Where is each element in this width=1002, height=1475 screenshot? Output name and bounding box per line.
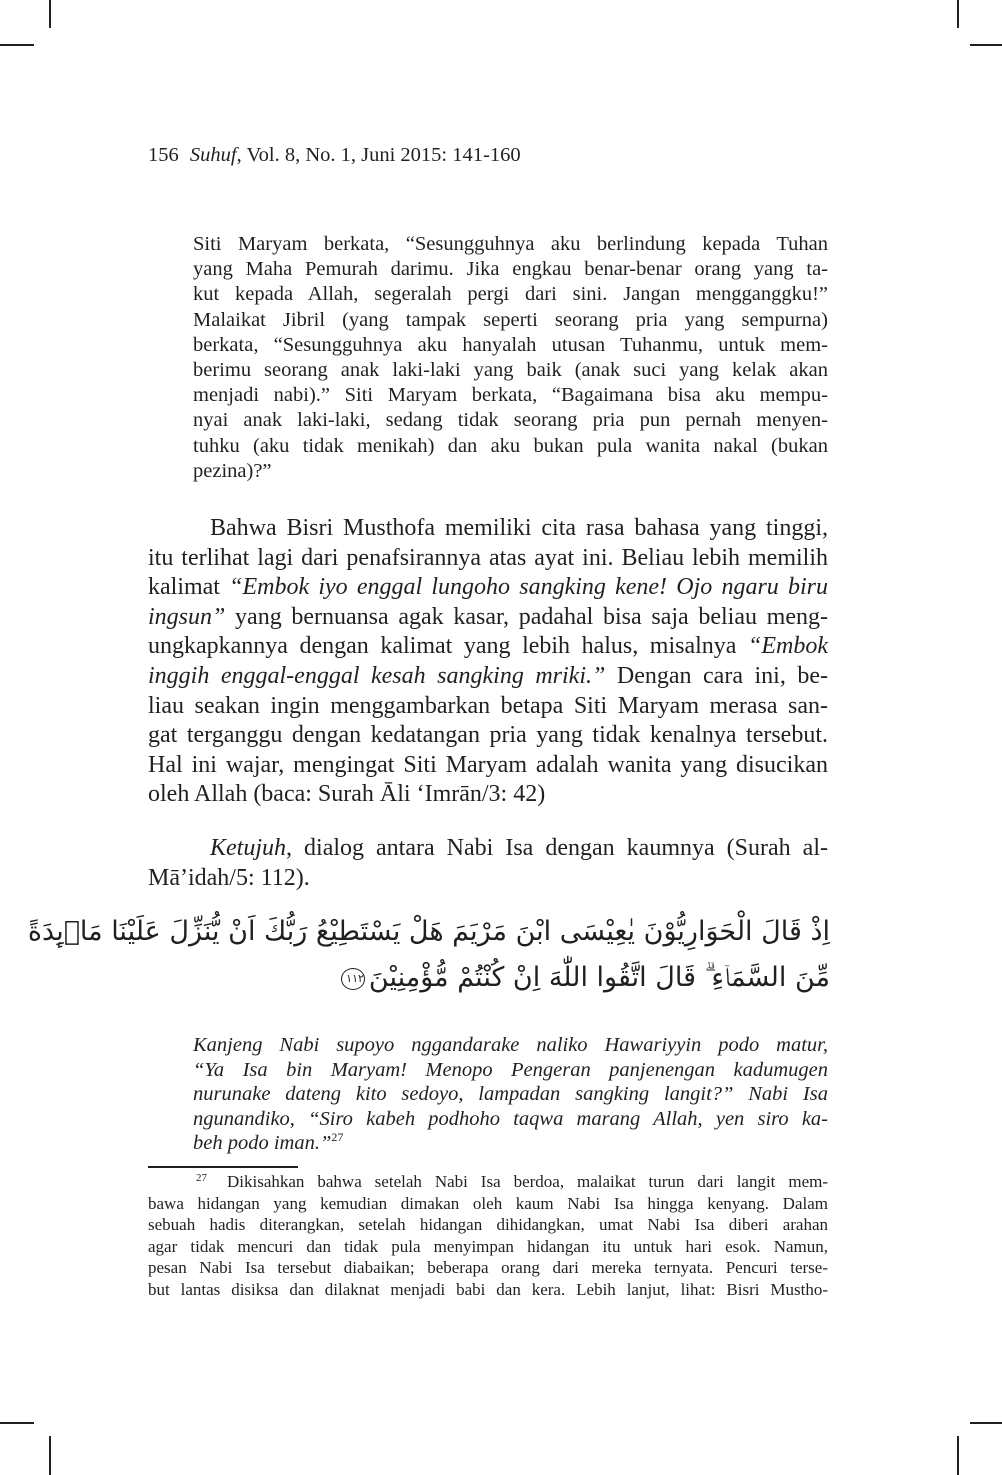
footnote-line: bawa hidangan yang kemudian dimakan oleh kaum Nabi Isa hingga kenyang. Dalam	[148, 1193, 828, 1213]
footnote-line: agar tidak mencuri dan tidak pula menyimpan hidangan itu untuk hari esok. Namun,	[148, 1236, 828, 1256]
para-line	[148, 603, 828, 633]
footnote-line: but lantas disiksa dan dilaknat menjadi babi dan kera. Lebih lanjut, lihat: Bisri Mustho-	[148, 1279, 828, 1299]
footnote-divider	[148, 1166, 298, 1168]
ordinal-term: Ketujuh	[210, 835, 286, 861]
translation-text: beh podo iman.”	[193, 1132, 332, 1155]
journal-citation: , Vol. 8, No. 1, Juni 2015: 141-160	[236, 144, 521, 166]
footnote-text: Dikisahkan bahwa setelah Nabi Isa berdoa, malaikat turun dari langit mem-	[227, 1172, 828, 1191]
crop-mark	[957, 1436, 959, 1475]
crop-mark	[0, 44, 34, 46]
footnote-line	[148, 1171, 828, 1193]
para-line: itu terlihat lagi dari penafsirannya atas ayat ini. Beliau lebih memilih	[148, 544, 828, 571]
arabic-text: مِّنَ السَّمَاۤءِ ۗ قَالَ اتَّقُوا اللّٰهَ اِنْ كُنْتُمْ مُّؤْمِنِيْنَ	[368, 962, 830, 993]
footnote-number: 27	[196, 1172, 207, 1184]
javanese-phrase: “Embok	[748, 633, 828, 660]
javanese-translation	[193, 1033, 828, 1156]
journal-name: Suhuf	[189, 144, 237, 166]
translation-line	[193, 1131, 828, 1156]
quote-line: berimu seorang anak laki-laki yang baik (anak suci yang kelak akan	[193, 358, 828, 381]
footnote-reference[interactable]: 27	[331, 1130, 344, 1145]
para-line	[148, 834, 828, 864]
page-number: 156	[148, 144, 179, 166]
quote-line: pezina)?”	[193, 459, 272, 482]
para-line: oleh Allah (baca: Surah Āli ‘Imrān/3: 42)	[148, 781, 546, 808]
para-line: Mā’idah/5: 112).	[148, 864, 310, 891]
quote-line: tuhku (aku tidak menikah) dan aku bukan pula wanita nakal (bukan	[193, 434, 828, 457]
quote-line: yang Maha Pemurah darimu. Jika engkau benar-benar orang yang ta-	[193, 258, 828, 281]
crop-mark	[970, 44, 1002, 46]
para-line: gat terganggu dengan kedatangan pria yang tidak kenalnya tersebut.	[148, 722, 828, 749]
body-paragraph-2	[148, 834, 828, 893]
footnote-line: sebuah hadis diterangkan, setelah hidangan dihidangkan, umat Nabi Isa diberi arahan	[148, 1215, 828, 1235]
running-header	[148, 141, 521, 169]
footnote	[148, 1171, 828, 1301]
para-text: ungkapkannya dengan kalimat yang lebih halus, misalnya	[148, 633, 748, 660]
arabic-line	[190, 955, 830, 1001]
crop-mark	[49, 0, 51, 28]
javanese-phrase: inggih enggal-enggal kesah sangking mriki.”	[148, 662, 606, 689]
quote-line: Siti Maryam berkata, “Sesungguhnya aku berlindung kepada Tuhan	[193, 233, 828, 255]
para-text: kalimat	[148, 574, 230, 601]
crop-mark	[970, 1422, 1002, 1424]
quote-line: kut kepada Allah, segeralah pergi dari sini. Jangan mengganggku!”	[193, 283, 828, 306]
block-quote	[193, 232, 828, 484]
body-paragraph-1	[148, 514, 828, 810]
para-line	[148, 632, 828, 662]
para-line	[148, 573, 828, 603]
quote-line: berkata, “Sesungguhnya aku hanyalah utusan Tuhanmu, untuk mem-	[193, 333, 828, 356]
para-text: , dialog antara Nabi Isa dengan kaumnya (Surah al-	[286, 835, 828, 861]
quote-line: nyai anak laki-laki, sedang tidak seorang pria pun pernah menyen-	[193, 409, 828, 432]
para-line	[148, 662, 828, 692]
para-line: Hal ini wajar, mengingat Siti Maryam adalah wanita yang disucikan	[148, 751, 828, 778]
para-text: Dengan cara ini, be-	[605, 662, 828, 689]
footnote-line: pesan Nabi Isa tersebut diabaikan; beberapa orang dari mereka ternyata. Pencuri terse-	[148, 1258, 828, 1278]
translation-line: nurunake dateng kito sedoyo, lampadan sangking langit?” Nabi Isa	[193, 1083, 828, 1106]
quran-verse	[27, 909, 830, 1001]
para-text: yang bernuansa agak kasar, padahal bisa saja beliau meng-	[225, 603, 828, 630]
translation-line: Kanjeng Nabi supoyo nggandarake naliko Hawariyyin podo matur,	[193, 1034, 828, 1056]
javanese-phrase: ingsun”	[148, 603, 226, 630]
javanese-phrase: “Embok iyo enggal lungoho sangking kene! Ojo ngaru biru	[229, 574, 828, 601]
arabic-line: اِذْ قَالَ الْحَوَارِيُّوْنَ يٰعِيْسَى ابْنَ مَرْيَمَ هَلْ يَسْتَطِيْعُ رَبُّكَ اَنْ يُّنَزِّلَ عَلَيْنَا مَاۤىِٕدَةً	[27, 916, 830, 947]
crop-mark	[0, 1422, 34, 1424]
quote-line: menjadi nabi).” Siti Maryam berkata, “Bagaimana bisa aku mempu-	[193, 384, 828, 407]
quote-line: Malaikat Jibril (yang tampak seperti seorang pria yang sempurna)	[193, 308, 828, 331]
translation-line: “Ya Isa bin Maryam! Menopo Pengeran panjenengan kadumugen	[193, 1058, 828, 1081]
crop-mark	[957, 0, 959, 28]
translation-line: ngunandiko, “Siro kabeh podhoho taqwa marang Allah, yen siro ka-	[193, 1107, 828, 1130]
ayah-number-marker: ١١٢	[341, 968, 365, 990]
para-line: Bahwa Bisri Musthofa memiliki cita rasa bahasa yang tinggi,	[210, 515, 828, 541]
para-line: liau seakan ingin menggambarkan betapa Siti Maryam merasa san-	[148, 692, 828, 719]
crop-mark	[49, 1436, 51, 1475]
